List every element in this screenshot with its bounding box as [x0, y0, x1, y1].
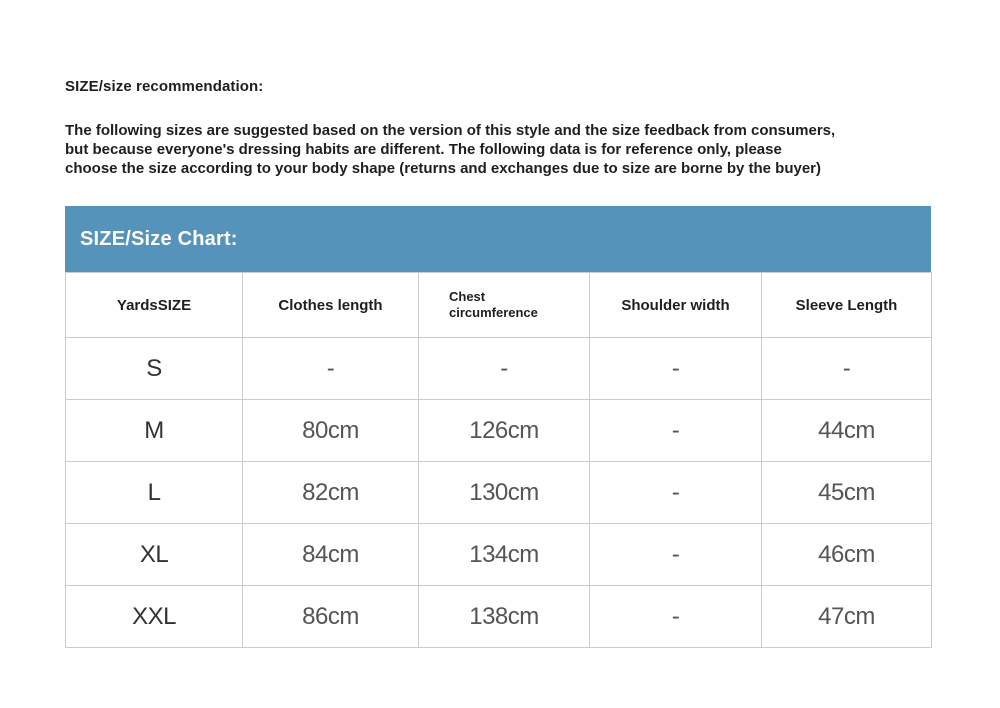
clothes-length-value: 80cm [243, 400, 419, 462]
sleeve-value: 45cm [762, 462, 932, 524]
chest-value: 134cm [419, 524, 590, 586]
size-label: M [66, 400, 243, 462]
clothes-length-value: 86cm [243, 586, 419, 648]
column-header-chest-label: Chest circumference [449, 289, 538, 320]
size-table-header-row [66, 273, 932, 338]
sleeve-value: 44cm [762, 400, 932, 462]
chest-value: - [419, 338, 590, 400]
size-label: XL [66, 524, 243, 586]
size-recommendation-text [65, 121, 1000, 178]
size-row-xl [66, 524, 932, 586]
column-header-clothes-length: Clothes length [243, 273, 419, 338]
size-row-s [66, 338, 932, 400]
clothes-length-value: 82cm [243, 462, 419, 524]
size-label: S [66, 338, 243, 400]
size-row-m [66, 400, 932, 462]
shoulder-value: - [590, 338, 762, 400]
shoulder-value: - [590, 462, 762, 524]
clothes-length-value: - [243, 338, 419, 400]
size-chart-table [65, 272, 932, 648]
column-header-chest-circumference [419, 273, 590, 338]
shoulder-value: - [590, 586, 762, 648]
size-row-xxl [66, 586, 932, 648]
size-label: XXL [66, 586, 243, 648]
sleeve-value: - [762, 338, 932, 400]
size-recommendation-line-2: but because everyone's dressing habits are different. The following data is for reference only, please [65, 141, 782, 158]
size-recommendation-title: SIZE/size recommendation: [65, 78, 264, 95]
sleeve-value: 46cm [762, 524, 932, 586]
shoulder-value: - [590, 400, 762, 462]
shoulder-value: - [590, 524, 762, 586]
clothes-length-value: 84cm [243, 524, 419, 586]
chest-value: 130cm [419, 462, 590, 524]
chest-value: 126cm [419, 400, 590, 462]
size-row-l [66, 462, 932, 524]
size-recommendation-line-3: choose the size according to your body shape (returns and exchanges due to size are borne by the buyer) [65, 160, 822, 177]
column-header-size: YardsSIZE [66, 273, 243, 338]
sleeve-value: 47cm [762, 586, 932, 648]
chest-value: 138cm [419, 586, 590, 648]
size-chart-title: SIZE/Size Chart: [80, 227, 238, 250]
column-header-sleeve-length: Sleeve Length [762, 273, 932, 338]
size-label: L [66, 462, 243, 524]
size-recommendation-line-1: The following sizes are suggested based on the version of this style and the size feedback from consumers, [65, 122, 836, 139]
size-chart-header-bar [65, 206, 931, 272]
column-header-shoulder-width: Shoulder width [590, 273, 762, 338]
